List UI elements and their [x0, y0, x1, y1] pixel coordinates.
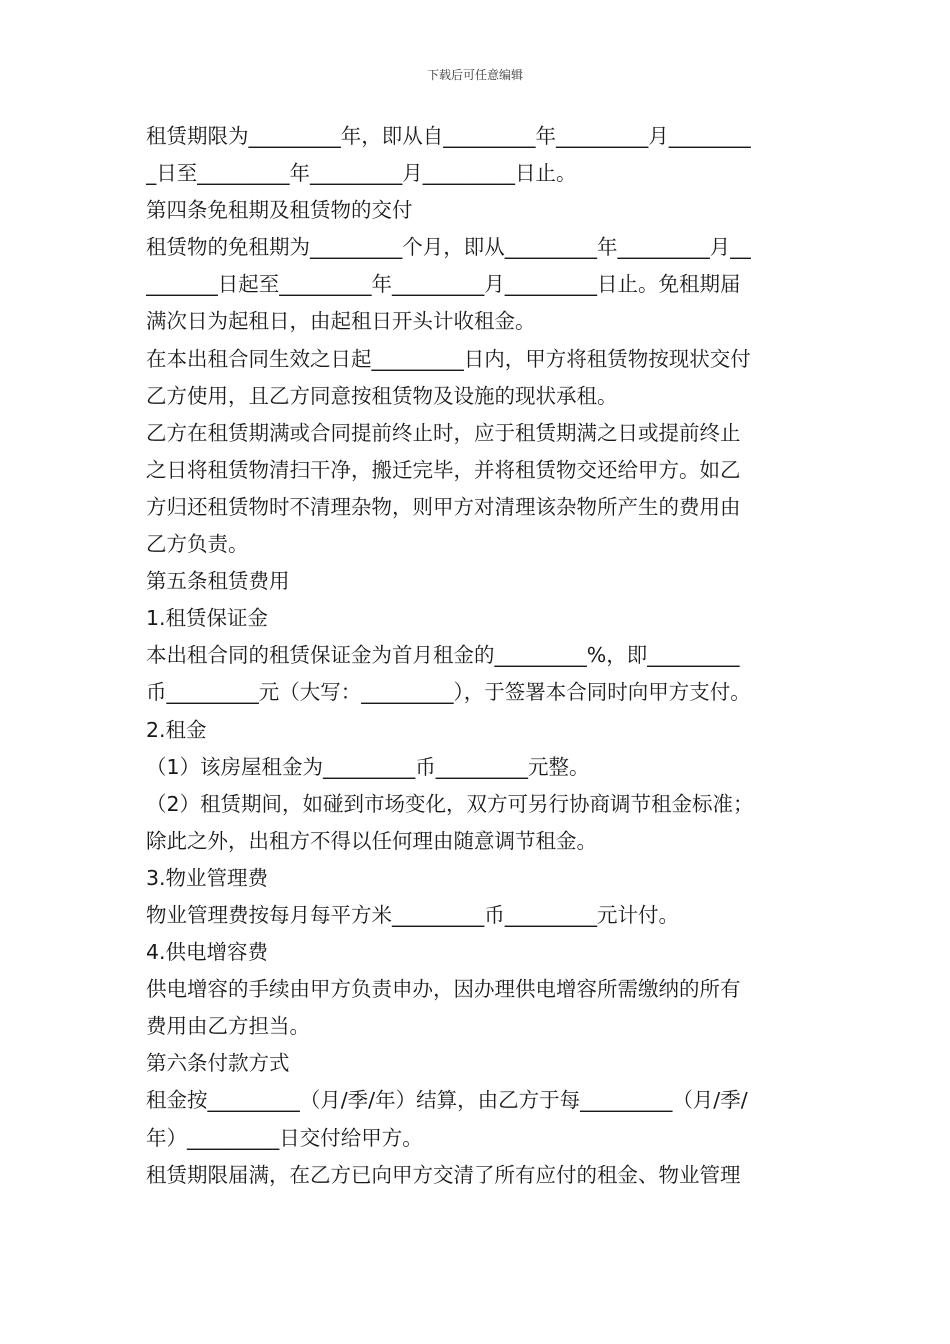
text-line: （2）租赁期间，如碰到市场变化，双方可另行协商调节租金标准； — [146, 791, 754, 816]
text-line: 在本出租合同生效之日起_________日内，甲方将租赁物按现状交付 — [146, 346, 751, 371]
text-line: 乙方使用，且乙方同意按租赁物及设施的现状承租。 — [146, 383, 618, 408]
text-line: 租赁物的免租期为_________个月，即从_________年_________月__ — [146, 235, 751, 260]
text-line: 租赁期限为_________年，即从自_________年_________月________ — [146, 124, 751, 148]
text-line: 乙方负责。 — [146, 532, 249, 557]
text-line: 满次日为起租日，由起租日开头计收租金。 — [146, 309, 536, 334]
document-body — [146, 118, 810, 1194]
subsection-heading: 3.物业管理费 — [146, 865, 269, 890]
page-header-note: 下载后可任意编辑 — [426, 68, 523, 82]
subsection-heading: 4.供电增容费 — [146, 940, 269, 965]
text-line: （1）该房屋租金为_________币_________元整。 — [146, 754, 590, 779]
text-line: 租赁期限届满，在乙方已向甲方交清了所有应付的租金、物业管理 — [146, 1162, 741, 1187]
text-line: 币_________元（大写：_________），于签署本合同时向甲方支付。 — [146, 680, 751, 705]
section-heading: 第六条付款方式 — [146, 1051, 290, 1076]
text-line: _日至_________年_________月_________日止。 — [146, 161, 577, 186]
subsection-heading: 2.租金 — [146, 717, 207, 742]
text-line: 物业管理费按每月每平方米_________币_________元计付。 — [146, 902, 679, 927]
text-line: 年）_________日交付给甲方。 — [146, 1125, 423, 1150]
text-line: 供电增容的手续由甲方负责申办，因办理供电增容所需缴纳的所有 — [146, 977, 741, 1002]
section-heading: 第四条免租期及租赁物的交付 — [146, 198, 413, 223]
text-line: _______日起至_________年_________月_________日止。免租期届 — [146, 272, 741, 297]
text-line: 本出租合同的租赁保证金为首月租金的_________%，即_________ — [146, 643, 740, 668]
subsection-heading: 1.租赁保证金 — [146, 606, 269, 631]
text-line: 除此之外，出租方不得以任何理由随意调节租金。 — [146, 828, 597, 853]
text-line: 方归还租赁物时不清理杂物，则甲方对清理该杂物所产生的费用由 — [146, 494, 741, 519]
section-heading: 第五条租赁费用 — [146, 569, 290, 594]
text-line: 之日将租赁物清扫干净，搬迁完毕，并将租赁物交还给甲方。如乙 — [146, 457, 741, 482]
text-line: 租金按_________（月/季/年）结算，由乙方于每_________（月/季/ — [146, 1088, 748, 1113]
text-line: 费用由乙方担当。 — [146, 1014, 310, 1039]
text-line: 乙方在租赁期满或合同提前终止时，应于租赁期满之日或提前终止 — [146, 420, 741, 445]
